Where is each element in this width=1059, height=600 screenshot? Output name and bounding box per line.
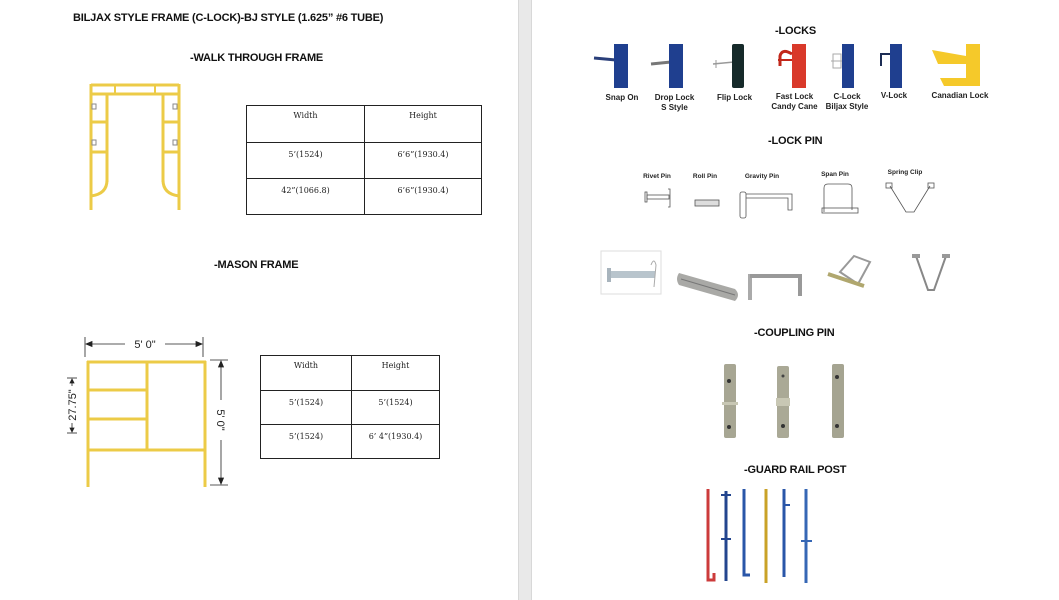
spring-clip-drawing <box>884 178 939 216</box>
lock-item <box>602 93 642 103</box>
header-height: Height <box>365 106 482 143</box>
spring-clip-photo <box>906 250 956 298</box>
lock-canadian-lock-image <box>930 44 985 89</box>
rivet-pin-photo <box>601 251 663 296</box>
lock-drop-lock-image <box>647 44 687 89</box>
coupling-pin-heading: -COUPLING PIN <box>754 327 835 339</box>
gravity-pin-drawing <box>738 188 798 220</box>
lock-sublabel: S Style <box>661 103 688 112</box>
roll-pin-drawing <box>694 198 724 210</box>
lock-label: Canadian Lock <box>931 91 989 100</box>
lock-item <box>925 91 995 101</box>
guard-rail-posts-image <box>700 485 845 585</box>
walk-through-frame-heading: -WALK THROUGH FRAME <box>190 52 324 64</box>
left-page <box>0 0 518 600</box>
locks-heading: -LOCKS <box>775 25 816 37</box>
lock-flip-lock-image <box>710 44 750 89</box>
guard-rail-post-heading: -GUARD RAIL POST <box>744 464 847 476</box>
lock-fast-lock-image <box>772 44 812 89</box>
lock-label: Snap On <box>605 93 639 102</box>
lock-label: Flip Lock <box>716 93 753 102</box>
lock-v-lock-image <box>876 44 916 89</box>
lock-item <box>647 93 702 113</box>
lock-pin-label: Spring Clip <box>887 169 923 176</box>
coupling-pin-image-2 <box>773 366 793 440</box>
lock-item <box>712 93 757 103</box>
lock-pin-label: Span Pin <box>821 171 849 178</box>
header-width: Width <box>261 356 352 391</box>
rivet-pin-drawing <box>642 185 682 215</box>
lock-item <box>874 91 914 101</box>
mason-spec-table <box>260 355 440 459</box>
cell-height: 5’(1524) <box>352 391 440 425</box>
table-header-row <box>261 356 440 391</box>
document-title: BILJAX STYLE FRAME (C-LOCK)-BJ STYLE (1.625” #6 TUBE) <box>73 12 384 24</box>
coupling-pin-image-3 <box>828 364 848 440</box>
walk-through-frame-image <box>85 82 185 212</box>
lock-label: C-Lock <box>833 92 861 101</box>
mason-frame-image <box>60 335 240 490</box>
header-width: Width <box>247 106 365 143</box>
lock-pin-label: Rivet Pin <box>643 173 671 180</box>
coupling-pin-image-1 <box>720 364 740 440</box>
cell-height: 6’6”(1930.4) <box>365 143 482 179</box>
span-pin-drawing <box>820 182 865 218</box>
lock-c-lock-image <box>828 44 868 89</box>
span-pin-photo <box>824 250 879 298</box>
cell-width: 5’(1524) <box>247 143 365 179</box>
lock-label: Fast Lock <box>775 92 814 101</box>
cell-width: 5’(1524) <box>261 391 352 425</box>
cell-height: 6’6”(1930.4) <box>365 179 482 215</box>
lock-sublabel: Candy Cane <box>771 102 818 111</box>
cell-height: 6’ 4”(1930.4) <box>352 425 440 459</box>
page-divider <box>518 0 532 600</box>
lock-pin-heading: -LOCK PIN <box>768 135 823 147</box>
mason-height-label: 5' 0" <box>214 409 226 431</box>
lock-label: V-Lock <box>880 91 908 100</box>
table-row <box>247 143 482 179</box>
lock-pin-label: Gravity Pin <box>744 173 780 180</box>
gravity-pin-photo <box>746 272 806 302</box>
walk-through-spec-table <box>246 105 482 215</box>
cell-width: 42”(1066.8) <box>247 179 365 215</box>
lock-label: Drop Lock <box>654 93 695 102</box>
cell-width: 5’(1524) <box>261 425 352 459</box>
roll-pin-photo <box>675 265 743 305</box>
table-header-row <box>247 106 482 143</box>
mason-rung-spacing-label: 27.75" <box>67 389 79 421</box>
lock-snap-on-image <box>592 44 632 89</box>
lock-item <box>767 92 822 112</box>
table-row <box>247 179 482 215</box>
mason-width-label: 5' 0" <box>134 339 156 351</box>
lock-pin-label: Roll Pin <box>692 173 718 180</box>
table-row <box>261 425 440 459</box>
right-page <box>532 0 1059 600</box>
header-height: Height <box>352 356 440 391</box>
lock-sublabel: Biljax Style <box>825 102 869 111</box>
lock-item <box>822 92 872 112</box>
mason-frame-heading: -MASON FRAME <box>214 259 299 271</box>
table-row <box>261 391 440 425</box>
